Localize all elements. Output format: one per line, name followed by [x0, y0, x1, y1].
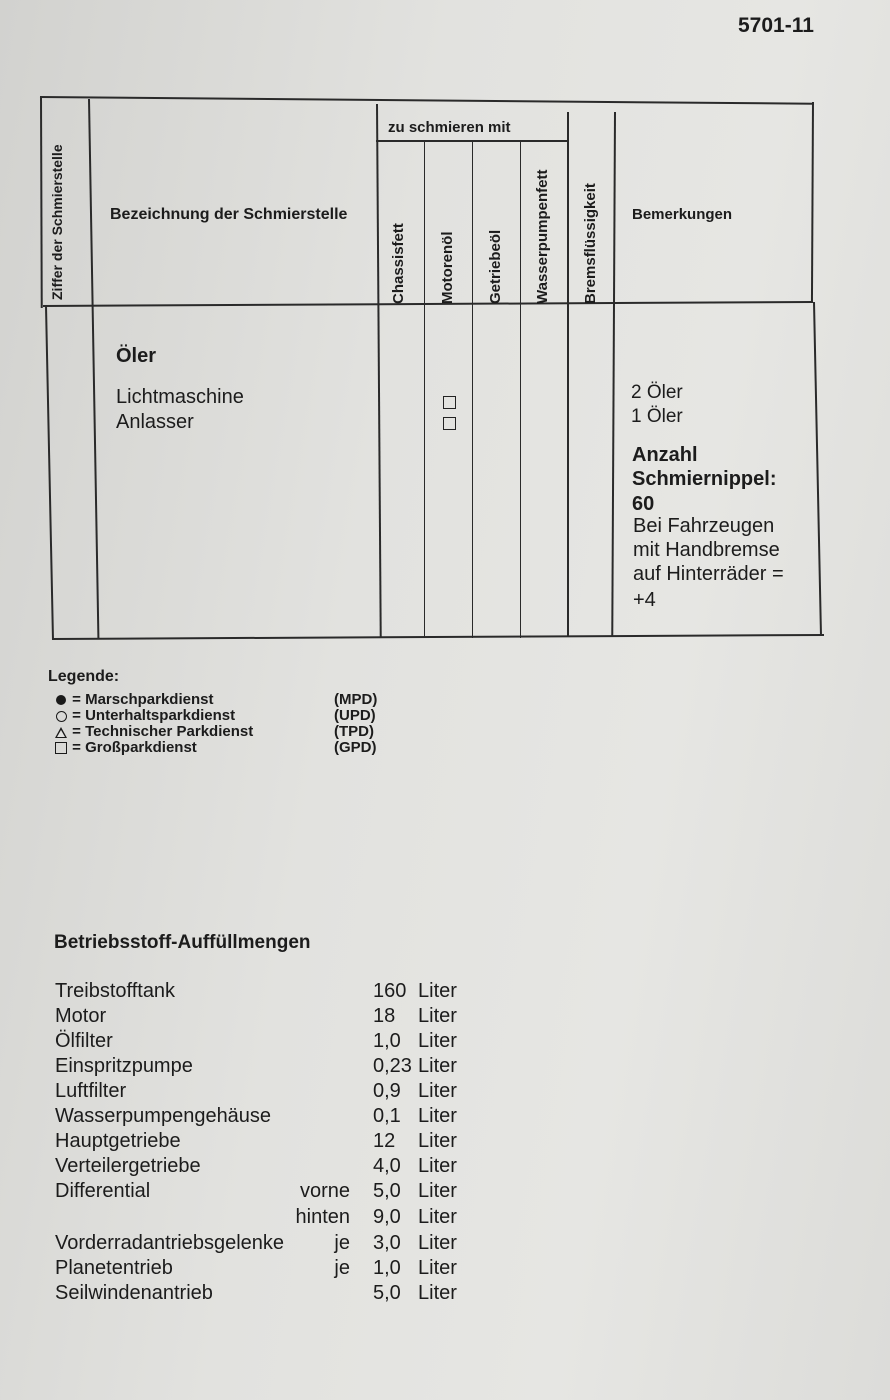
col-divider: [88, 99, 99, 639]
col-header-bemerkungen: Bemerkungen: [632, 206, 733, 223]
header-bottom-rule: [43, 301, 813, 307]
col-divider: [567, 112, 569, 636]
fill-name: Treibstofftank: [55, 980, 176, 1002]
legend-item-gpd: [54, 739, 377, 756]
col-divider: [611, 112, 616, 636]
fill-name: Differential: [55, 1180, 151, 1202]
fill-name: Vorderradantriebsgelenke: [55, 1232, 285, 1254]
col-header-getriebeoel: Getriebeöl: [487, 229, 504, 304]
col-divider: [520, 140, 521, 638]
fill-unit: Liter: [418, 1080, 457, 1102]
col-header-bremsfluessigkeit: Bremsflüssigkeit: [582, 183, 599, 304]
legend-title: Legende:: [48, 668, 120, 685]
legend-abbr: (MPD): [334, 691, 378, 708]
fill-unit: Liter: [418, 1130, 457, 1152]
fill-name: Einspritzpumpe: [55, 1055, 193, 1077]
fill-name: Planetentrieb: [55, 1257, 173, 1279]
remark-lichtmaschine: 2 Öler: [631, 382, 683, 403]
filled-circle-icon: [56, 695, 66, 705]
fill-row: [55, 1055, 475, 1080]
fill-unit: Liter: [418, 1232, 457, 1254]
hollow-circle-icon: [56, 711, 67, 722]
fill-value: 4,0: [373, 1155, 401, 1177]
legend-item-mpd: [54, 691, 378, 708]
summary-title-line2: Schmiernippel:: [632, 468, 777, 490]
col-header-chassisfett: Chassisfett: [390, 223, 407, 304]
fill-name: Seilwindenantrieb: [55, 1282, 213, 1304]
fill-value: 160: [373, 980, 407, 1002]
col-header-ziffer-label: Ziffer der Schmierstelle: [49, 144, 65, 300]
fill-name: Wasserpumpengehäuse: [55, 1105, 272, 1127]
fill-unit: Liter: [418, 1155, 457, 1177]
col-header-motorenoel: Motorenöl: [439, 231, 456, 304]
fill-unit: Liter: [418, 1257, 457, 1279]
table-top-border: [40, 96, 814, 105]
legend-item-tpd: [54, 723, 374, 740]
summary-note-line3: auf Hinterräder =: [633, 563, 784, 585]
fill-value: 0,1: [373, 1105, 401, 1127]
legend-label: = Technischer Parkdienst: [72, 723, 254, 740]
legend-label: = Großparkdienst: [72, 739, 197, 756]
lubrication-table: [0, 0, 890, 660]
remark-anlasser: 1 Öler: [631, 406, 683, 427]
triangle-icon: [55, 727, 67, 738]
fill-name: Verteilergetriebe: [55, 1155, 201, 1177]
fill-value: 1,0: [373, 1257, 401, 1279]
col-divider: [376, 104, 382, 638]
fill-name: Hauptgetriebe: [55, 1130, 181, 1152]
row-label-lichtmaschine: Lichtmaschine: [116, 386, 244, 408]
square-icon: [55, 742, 67, 754]
grossparkdienst-square-icon: [443, 417, 456, 430]
fill-row: [55, 1005, 475, 1030]
fill-value: 1,0: [373, 1030, 401, 1052]
fill-position: hinten: [295, 1206, 350, 1228]
fill-value: 5,0: [373, 1282, 401, 1304]
legend-abbr: (TPD): [334, 723, 374, 740]
legend-label: = Marschparkdienst: [72, 691, 214, 708]
fill-row: [55, 1080, 475, 1105]
fill-quantities-title: Betriebsstoff-Auffüllmengen: [54, 932, 311, 953]
fill-unit: Liter: [418, 1282, 457, 1304]
row-group-label: Öler: [116, 345, 157, 367]
fill-name: Luftfilter: [55, 1080, 127, 1102]
table-left-border: [40, 96, 43, 308]
fill-position: je: [334, 1257, 350, 1279]
summary-note-line2: mit Handbremse: [633, 539, 780, 561]
table-right-border-lower: [813, 302, 822, 636]
row-label-anlasser: Anlasser: [116, 411, 194, 433]
fill-name: Ölfilter: [55, 1030, 113, 1052]
fill-value: 0,9: [373, 1080, 401, 1102]
summary-note-line1: Bei Fahrzeugen: [633, 515, 775, 537]
fill-unit: Liter: [418, 1105, 457, 1127]
col-group-header: zu schmieren mit: [388, 119, 511, 136]
col-header-bezeichnung: Bezeichnung der Schmierstelle: [110, 206, 348, 223]
fill-row: [55, 1130, 475, 1155]
summary-title-line1: Anzahl: [632, 444, 698, 466]
fill-value: 5,0: [373, 1180, 401, 1202]
table-bottom-border: [52, 634, 824, 640]
summary-count: 60: [632, 493, 655, 515]
legend-label: = Unterhaltsparkdienst: [72, 707, 236, 724]
col-header-ziffer: [50, 110, 65, 300]
table-left-border-lower: [45, 306, 54, 640]
fill-unit: Liter: [418, 1206, 457, 1228]
col-divider: [424, 140, 425, 638]
fill-name: Motor: [55, 1005, 107, 1027]
legend-abbr: (GPD): [334, 739, 377, 756]
page-number: 5701-11: [738, 14, 814, 37]
fill-position: je: [334, 1232, 350, 1254]
legend-abbr: (UPD): [334, 707, 376, 724]
grossparkdienst-square-icon: [443, 396, 456, 409]
fill-unit: Liter: [418, 1005, 457, 1027]
fill-row: [55, 980, 475, 1005]
fill-row: [55, 1257, 475, 1282]
fill-row: [55, 1030, 475, 1055]
fill-row: [55, 1155, 475, 1180]
fill-unit: Liter: [418, 1055, 457, 1077]
col-divider: [472, 140, 473, 638]
summary-note-line4: +4: [633, 589, 656, 611]
fill-value: 0,23: [373, 1055, 412, 1077]
col-header-wasserpumpenfett: Wasserpumpenfett: [534, 169, 551, 304]
fill-value: 9,0: [373, 1206, 401, 1228]
fill-unit: Liter: [418, 1030, 457, 1052]
fill-unit: Liter: [418, 1180, 457, 1202]
fill-value: 3,0: [373, 1232, 401, 1254]
fill-unit: Liter: [418, 980, 457, 1002]
fill-position: vorne: [299, 1180, 350, 1202]
table-right-border: [811, 102, 814, 302]
fill-row: [55, 1105, 475, 1130]
fill-row: [55, 1206, 475, 1231]
legend-item-upd: [54, 707, 376, 724]
fill-value: 12: [373, 1130, 396, 1152]
fill-row: [55, 1232, 475, 1257]
fill-value: 18: [373, 1005, 396, 1027]
fill-row: [55, 1282, 475, 1307]
fill-row: [55, 1180, 475, 1205]
